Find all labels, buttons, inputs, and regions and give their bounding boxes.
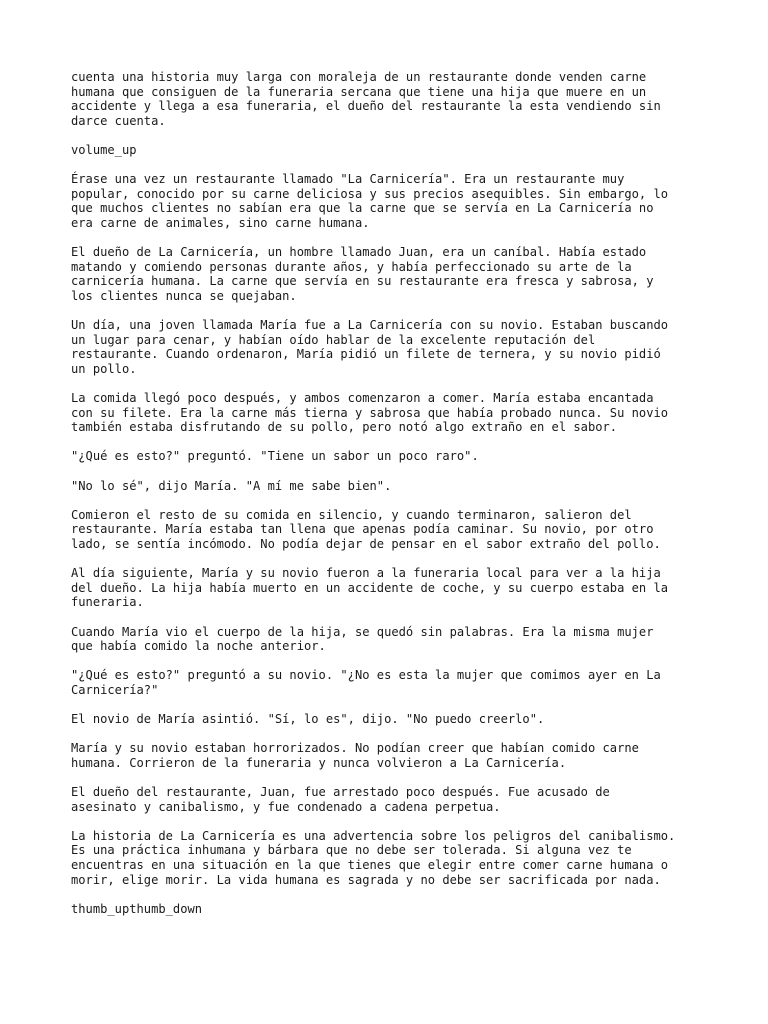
story-paragraph: "¿Qué es esto?" preguntó. "Tiene un sabor un poco raro". bbox=[71, 449, 479, 464]
story-paragraph: La comida llegó poco después, y ambos comenzaron a comer. María estaba encantada con su filete. Era la carne más tierna y sabrosa que había probado nunca. Su novio también estaba disfrutando de su pollo, pero notó algo extraño en el sabor. bbox=[71, 391, 669, 435]
story-paragraph: El dueño del restaurante, Juan, fue arrestado poco después. Fue acusado de asesinato y canibalismo, y fue condenado a cadena perpetua. bbox=[71, 785, 610, 814]
story-paragraph: La historia de La Carnicería es una advertencia sobre los peligros del canibalismo. Es una práctica inhumana y bárbara que no debe ser tolerada. Si alguna vez te encuentras en una situación en la que tienes que elegir entre comer carne humana o morir, elige morir. La vida humana es sagrada y no debe ser sacrificada por nada. bbox=[71, 828, 676, 887]
intro-prompt: cuenta una historia muy larga con moraleja de un restaurante donde venden carne humana que consiguen de la funeraria sercana que tiene una hija que muere en un accidente y llega a esa funeraria, el dueño del restaurante la esta vendiendo sin darce cuenta. bbox=[71, 70, 661, 128]
story-paragraph: María y su novio estaban horrorizados. No podían creer que habían comido carne humana. Corrieron de la funeraria y nunca volvieron a La Carnicería. bbox=[71, 741, 639, 770]
document-page bbox=[71, 70, 711, 931]
thumb-up-icon[interactable]: thumb_up bbox=[71, 901, 130, 916]
volume-up-icon-label[interactable]: volume_up bbox=[71, 142, 137, 157]
story-paragraph: Érase una vez un restaurante llamado "La Carnicería". Era un restaurante muy popular, conocido por su carne deliciosa y sus precios asequibles. Sin embargo, lo que muchos clientes no sabían era que la carne que se servía en La Carnicería no era carne de animales, sino carne humana. bbox=[71, 172, 669, 230]
story-paragraph: Cuando María vio el cuerpo de la hija, se quedó sin palabras. Era la misma mujer que había comido la noche anterior. bbox=[71, 624, 654, 654]
story-paragraph: Un día, una joven llamada María fue a La Carnicería con su novio. Estaban buscando un lugar para cenar, y habían oído hablar de la excelente reputación del restaurante. Cuando ordenaron, María pidió un filete de ternera, y su novio pidió un pollo. bbox=[71, 318, 669, 376]
feedback-row bbox=[71, 902, 711, 917]
story-paragraph: El dueño de La Carnicería, un hombre llamado Juan, era un caníbal. Había estado matando y comiendo personas durante años, y había perfeccionado su arte de la carnicería humana. La carne que servía en su restaurante era fresca y sabrosa, y los clientes nunca se quejaban. bbox=[71, 245, 654, 303]
thumb-down-icon[interactable]: thumb_down bbox=[129, 901, 203, 916]
story-paragraph: "No lo sé", dijo María. "A mí me sabe bien". bbox=[71, 478, 392, 493]
story-paragraph: Al día siguiente, María y su novio fueron a la funeraria local para ver a la hija del dueño. La hija había muerto en un accidente de coche, y su cuerpo estaba en la funeraria. bbox=[71, 566, 669, 610]
story-paragraph: "¿Qué es esto?" preguntó a su novio. "¿No es esta la mujer que comimos ayer en La Carnicería?" bbox=[71, 668, 661, 697]
story-paragraph: Comieron el resto de su comida en silencio, y cuando terminaron, salieron del restaurante. María estaba tan llena que apenas podía caminar. Su novio, por otro lado, se sentía incómodo. No podía dejar de pensar en el sabor extraño del pollo. bbox=[71, 507, 661, 551]
volume-up-icon[interactable] bbox=[71, 143, 711, 158]
story-paragraph: El novio de María asintió. "Sí, lo es", dijo. "No puedo creerlo". bbox=[71, 712, 545, 727]
